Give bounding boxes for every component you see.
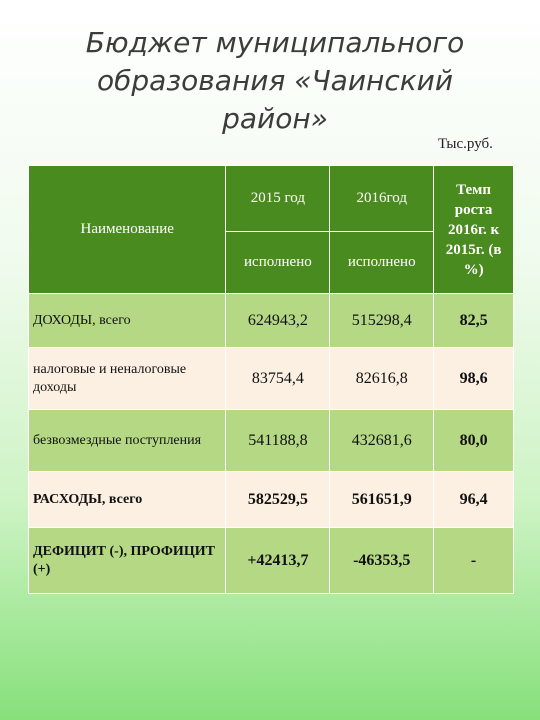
value-2015: 624943,2 <box>226 294 330 348</box>
page-title: Бюджет муниципального образования «Чаинский район» <box>85 26 465 135</box>
subheader-executed-2015: исполнено <box>226 232 330 294</box>
table-header-row <box>29 166 514 232</box>
value-2016: -46353,5 <box>330 528 434 594</box>
row-label: ДОХОДЫ, всего <box>29 294 226 348</box>
row-label: ДЕФИЦИТ (-), ПРОФИЦИТ (+) <box>29 528 226 594</box>
value-2016: 515298,4 <box>330 294 434 348</box>
table-row <box>29 410 514 472</box>
growth-percent: 80,0 <box>434 410 514 472</box>
value-2015: 83754,4 <box>226 348 330 410</box>
table-row <box>29 472 514 528</box>
growth-percent: 82,5 <box>434 294 514 348</box>
table-row <box>29 528 514 594</box>
growth-percent: - <box>434 528 514 594</box>
budget-table <box>28 165 514 594</box>
row-label: безвозмездные поступления <box>29 410 226 472</box>
value-2016: 561651,9 <box>330 472 434 528</box>
value-2016: 432681,6 <box>330 410 434 472</box>
value-2015: 582529,5 <box>226 472 330 528</box>
table-row <box>29 294 514 348</box>
table-row <box>29 348 514 410</box>
column-header-name: Наименование <box>29 166 226 294</box>
column-header-2015: 2015 год <box>226 166 330 232</box>
growth-percent: 98,6 <box>434 348 514 410</box>
value-2016: 82616,8 <box>330 348 434 410</box>
subheader-executed-2016: исполнено <box>330 232 434 294</box>
value-2015: +42413,7 <box>226 528 330 594</box>
column-header-2016: 2016год <box>330 166 434 232</box>
units-label: Тыс.руб. <box>438 136 493 152</box>
column-header-growth: Темп роста 2016г. к 2015г. (в %) <box>434 166 514 294</box>
growth-percent: 96,4 <box>434 472 514 528</box>
row-label: РАСХОДЫ, всего <box>29 472 226 528</box>
row-label: налоговые и неналоговые доходы <box>29 348 226 410</box>
value-2015: 541188,8 <box>226 410 330 472</box>
